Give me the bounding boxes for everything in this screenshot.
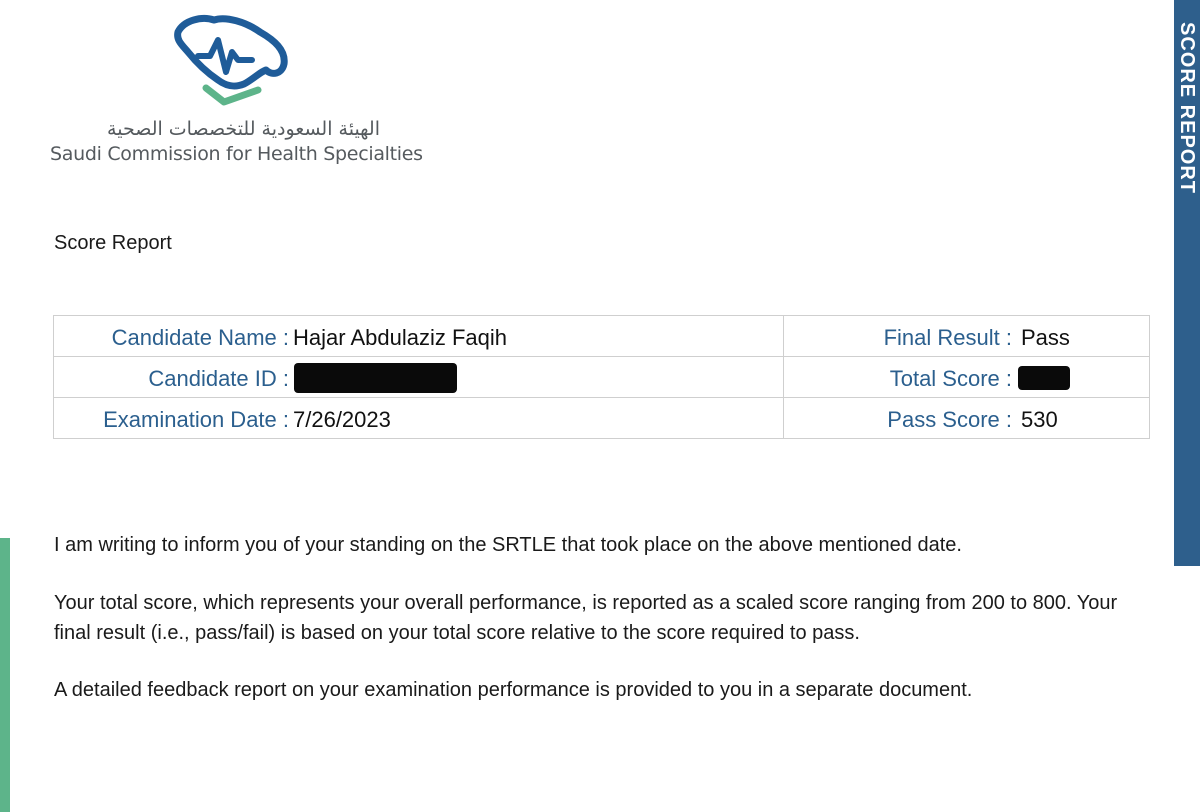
table-row	[54, 357, 1149, 398]
pass-score-value: 530	[1021, 407, 1058, 432]
body-paragraph-feedback: A detailed feedback report on your examination performance is provided to you in a separate document.	[54, 679, 973, 701]
report-title: Score Report	[54, 232, 172, 254]
pass-score-label: Pass Score :	[887, 407, 1012, 432]
candidate-id-redaction	[294, 363, 457, 393]
candidate-info-table	[53, 315, 1150, 439]
candidate-id-label: Candidate ID :	[148, 366, 289, 391]
examination-date-label: Examination Date :	[103, 407, 289, 432]
scfhs-logo-icon	[168, 10, 292, 112]
side-tab-label: SCORE REPORT	[1176, 22, 1198, 195]
left-accent-bar	[0, 538, 10, 812]
side-tab-label-wrap	[1174, 0, 1200, 566]
table-row	[54, 398, 1149, 439]
candidate-name-value: Hajar Abdulaziz Faqih	[293, 325, 508, 350]
body-paragraph-standing: I am writing to inform you of your standing on the SRTLE that took place on the above mentioned date.	[54, 534, 962, 556]
total-score-label: Total Score :	[889, 366, 1012, 391]
table-row	[54, 316, 1149, 357]
final-result-label: Final Result :	[883, 325, 1012, 350]
body-paragraph-total-score: Your total score, which represents your overall performance, is reported as a scaled score ranging from 200 to 800. Your final result (i.e., pass/fail) is based on your total score relative to the score required to pass.	[54, 592, 1118, 644]
final-result-value: Pass	[1021, 325, 1070, 350]
organization-name-english: Saudi Commission for Health Specialties	[50, 143, 423, 165]
examination-date-value: 7/26/2023	[293, 407, 391, 432]
candidate-name-label: Candidate Name :	[111, 325, 289, 350]
organization-name-arabic: الهيئة السعودية للتخصصات الصحية	[107, 118, 380, 140]
total-score-redaction	[1018, 366, 1070, 390]
